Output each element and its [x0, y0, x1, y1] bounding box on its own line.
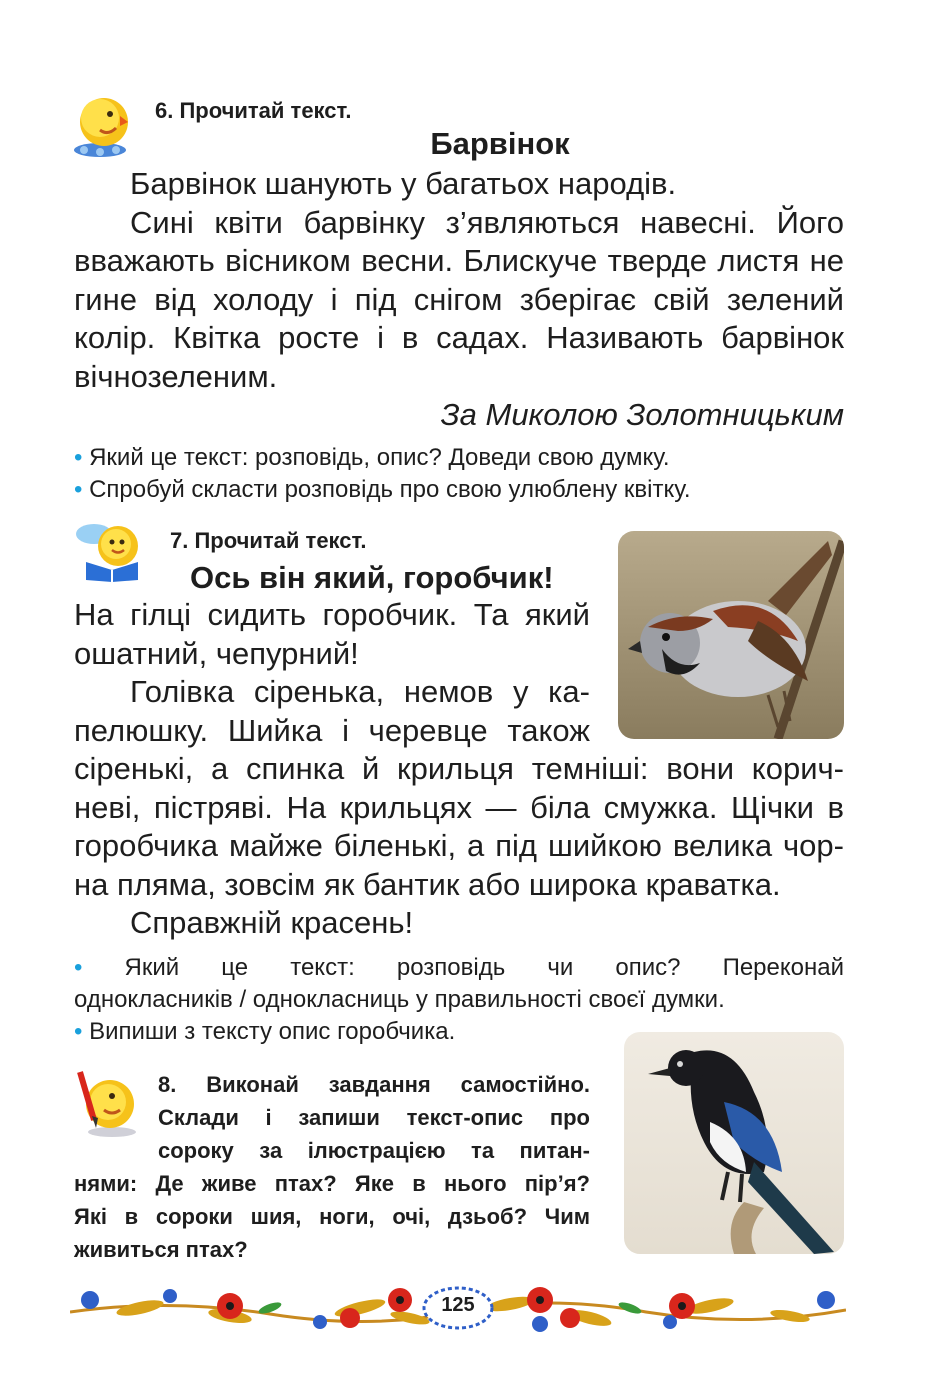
task7-bullet: • Який це текст: розповідь чи опис? Переконай: [74, 954, 845, 981]
task7-line: Голівка сіренька, немов у ка-: [130, 674, 590, 709]
task6-heading: 6. Прочитай текст.: [155, 98, 352, 123]
task8-line: живиться птах?: [74, 1237, 248, 1262]
task8-line: нями: Де живе птах? Яке в нього пір’я?: [74, 1171, 590, 1196]
task6-text: [74, 165, 844, 435]
sun-book-icon: [72, 520, 152, 582]
task7-line: Справжній красень!: [130, 905, 414, 940]
task8-line: сороку за ілюстрацією та питан-: [158, 1138, 590, 1163]
page-number: 125: [441, 1294, 475, 1316]
task7-line: горобчика майже біленькі, а під шийкою велика чор-: [74, 828, 844, 863]
bullet-text: Який це текст: розповідь, опис? Доведи свою думку.: [89, 444, 670, 471]
task6-author: За Миколою Золотницьким: [440, 397, 844, 432]
task6-bullets: [74, 442, 854, 506]
task7-line: неві, пістряві. На крильцях — біла смужка. Щічки в: [74, 789, 844, 825]
task7-text-narrow: [74, 596, 590, 750]
sparrow-photo: [618, 531, 844, 739]
task7-line: ошатний, чепурний!: [74, 635, 359, 671]
task7-line: На гілці сидить горобчик. Та який: [74, 597, 590, 632]
bullet-text: Який це текст: розповідь чи опис? Переконай: [124, 954, 845, 981]
task7-bullet: • Випиши з тексту опис горобчика.: [74, 1018, 456, 1045]
task7-text-wide: [74, 750, 844, 943]
task8-line: Які в сороки шия, ноги, очі, дзьоб? Чим: [74, 1204, 590, 1229]
task6-bullet: • Який це текст: розповідь, опис? Доведи свою думку.: [74, 444, 670, 471]
task6-title-text: Барвінок: [430, 126, 570, 161]
task8-line: 8. Виконай завдання самостійно.: [158, 1072, 590, 1097]
task6-bullet: • Спробуй скласти розповідь про свою улюблену квітку.: [74, 476, 691, 503]
task6-line: вічнозеленим.: [74, 358, 278, 394]
task6-line: вважають вісником весни. Блискуче тверде листя не: [74, 243, 844, 278]
task7-title: Ось він який, горобчик!: [190, 560, 554, 595]
task7-line: на пляма, зовсім як бантик або широка краватка.: [74, 866, 781, 902]
task6-paragraph1: Барвінок шанують у багатьох народів.: [130, 166, 677, 201]
task6-title: [0, 126, 952, 162]
task7-line: сіренькі, а спинка й крильця темніші: вони корич-: [74, 751, 844, 786]
task8-text: [74, 1068, 590, 1266]
task6-line: колір. Квітка росте і в садах. Називають барвінок: [74, 320, 844, 355]
task7-line: пелюшку. Шийка і черевце також: [74, 712, 590, 748]
task7-bullet-cont: однокласників / однокласниць у правильності своєї думки.: [74, 986, 725, 1013]
task6-line: Сині квіти барвінку з’являються навесні. Його: [130, 204, 844, 240]
task7-heading: 7. Прочитай текст.: [170, 528, 367, 553]
task8-line: Склади і запиши текст-опис про: [158, 1105, 590, 1130]
task6-line: гине від холоду і під снігом зберігає свій зелений: [74, 281, 844, 317]
bullet-text: Спробуй скласти розповідь про свою улюблену квітку.: [89, 476, 691, 503]
magpie-photo: [624, 1032, 844, 1254]
bullet-text: Випиши з тексту опис горобчика.: [89, 1018, 456, 1045]
